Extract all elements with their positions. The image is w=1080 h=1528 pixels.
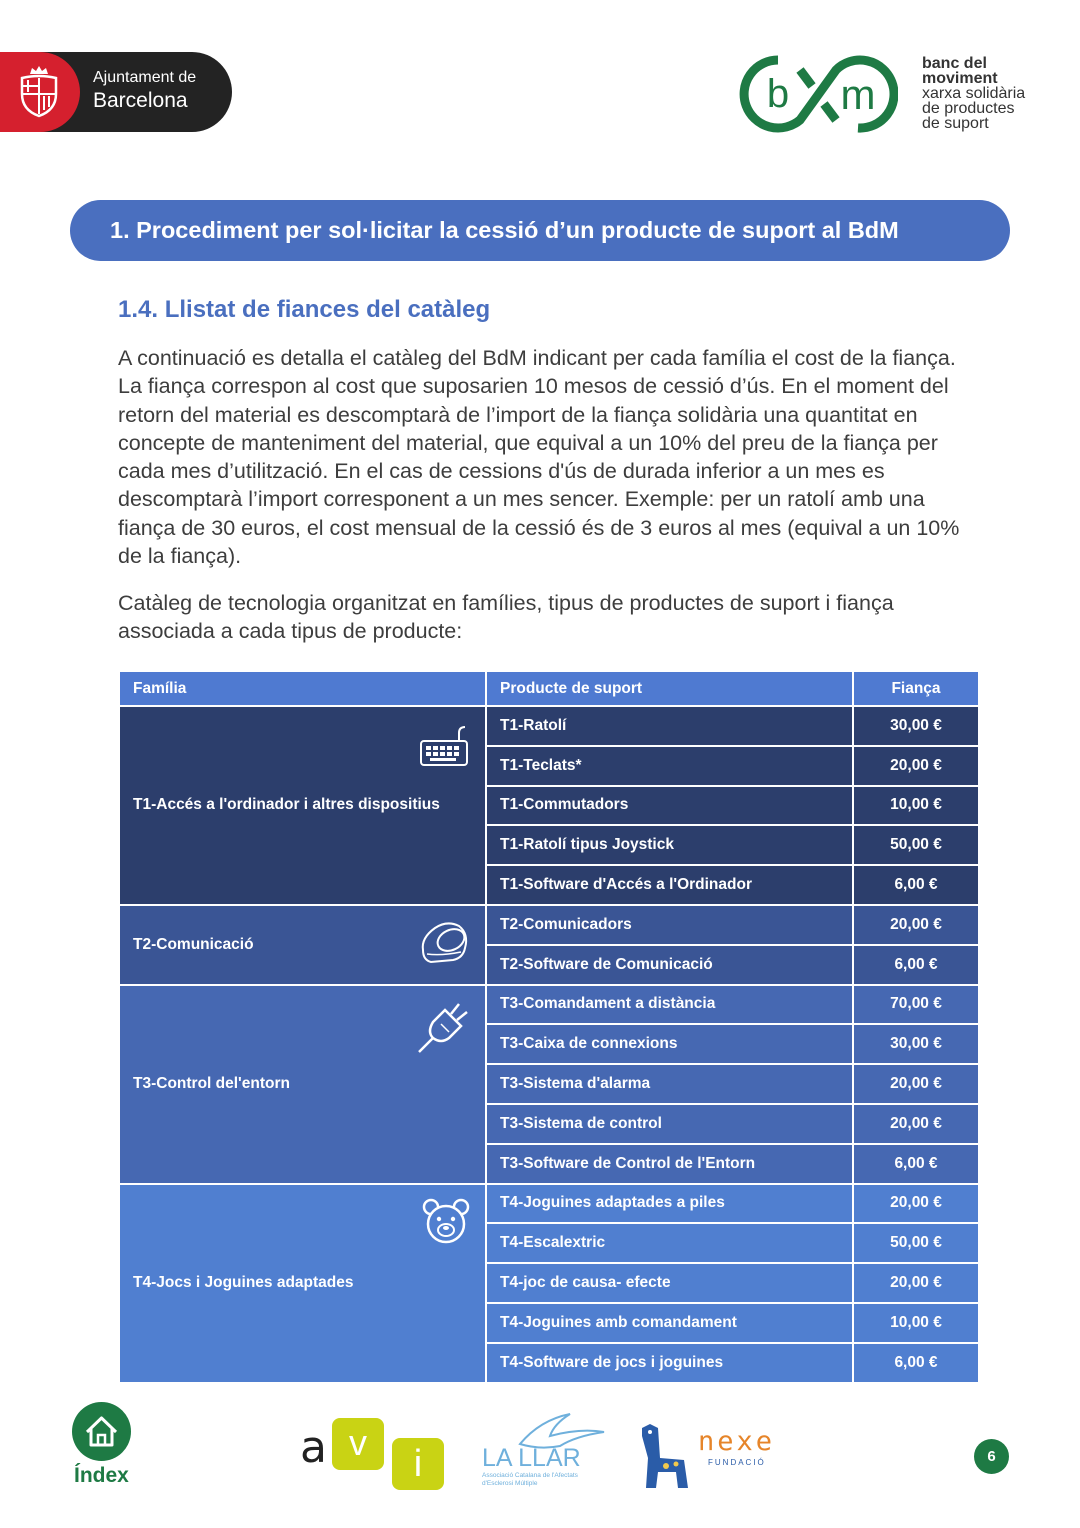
product-cell: T4-Software de jocs i joguines xyxy=(486,1343,853,1383)
catalog-paragraph: Catàleg de tecnologia organitzat en famílies, tipus de productes de suport i fiança associada a cada tipus de producte: xyxy=(118,591,894,644)
product-cell: T3-Software de Control de l'Entorn xyxy=(486,1144,853,1184)
la-llar-title: LA LLAR xyxy=(482,1444,581,1472)
price-cell: 70,00 € xyxy=(853,985,979,1025)
price-cell: 10,00 € xyxy=(853,1303,979,1343)
table-header-row xyxy=(119,671,979,706)
price-cell: 10,00 € xyxy=(853,786,979,826)
price-cell: 20,00 € xyxy=(853,905,979,945)
product-cell: T2-Comunicadors xyxy=(486,905,853,945)
price-cell: 50,00 € xyxy=(853,1223,979,1263)
price-cell: 20,00 € xyxy=(853,1064,979,1104)
family-cell-t1 xyxy=(119,706,486,905)
price-cell: 20,00 € xyxy=(853,746,979,786)
product-cell: T3-Sistema d'alarma xyxy=(486,1064,853,1104)
price-cell: 6,00 € xyxy=(853,1343,979,1383)
teddy-bear-icon xyxy=(421,1197,471,1245)
family-label: T3-Control del'entorn xyxy=(133,1075,290,1093)
family-cell-t3 xyxy=(119,985,486,1184)
product-cell: T4-joc de causa- efecte xyxy=(486,1263,853,1303)
bcn-logo-line1: Ajuntament de xyxy=(93,69,197,86)
bdm-logo-line5: de suport xyxy=(922,115,989,132)
product-cell: T2-Software de Comunicació xyxy=(486,945,853,985)
product-cell: T3-Caixa de connexions xyxy=(486,1024,853,1064)
plug-icon xyxy=(415,1000,471,1056)
price-cell: 20,00 € xyxy=(853,1263,979,1303)
product-cell: T1-Software d'Accés a l'Ordinador xyxy=(486,865,853,905)
bdm-logo-line1: banc del xyxy=(922,55,987,72)
nexe-fundacio-logo xyxy=(628,1418,783,1490)
section-title-banner: 1. Procediment per sol·licitar la cessió d’un producte de suport al BdM xyxy=(70,200,1010,261)
page-number-badge: 6 xyxy=(974,1439,1009,1474)
product-cell: T4-Joguines amb comandament xyxy=(486,1303,853,1343)
price-cell: 6,00 € xyxy=(853,1144,979,1184)
banc-del-moviment-logo xyxy=(738,52,1038,136)
table-row xyxy=(119,706,979,746)
product-cell: T1-Commutadors xyxy=(486,786,853,826)
la-llar-logo xyxy=(480,1410,610,1490)
product-cell: T3-Comandament a distància xyxy=(486,985,853,1025)
price-cell: 20,00 € xyxy=(853,1184,979,1224)
header-family: Família xyxy=(119,671,486,706)
price-cell: 6,00 € xyxy=(853,945,979,985)
table-row xyxy=(119,905,979,945)
table-row xyxy=(119,985,979,1025)
nexe-title: nexe xyxy=(698,1426,776,1457)
subsection-title: 1.4. Llistat de fiances del catàleg xyxy=(118,296,491,323)
bcn-logo-line2: Barcelona xyxy=(93,89,188,112)
price-cell: 50,00 € xyxy=(853,825,979,865)
bdm-logo-line2: moviment xyxy=(922,70,998,87)
product-cell: T3-Sistema de control xyxy=(486,1104,853,1144)
svg-text:m: m xyxy=(840,71,876,118)
index-link[interactable]: Índex xyxy=(74,1464,129,1487)
giraffe-icon xyxy=(628,1418,698,1490)
family-label: T2-Comunicació xyxy=(133,935,254,953)
price-cell: 6,00 € xyxy=(853,865,979,905)
avi-logo-i: i xyxy=(392,1438,444,1490)
product-cell: T1-Ratolí tipus Joystick xyxy=(486,825,853,865)
product-cell: T4-Joguines adaptades a piles xyxy=(486,1184,853,1224)
header-product: Producte de suport xyxy=(486,671,853,706)
communicator-icon xyxy=(417,918,471,968)
intro-paragraph: A continuació es detalla el catàleg del BdM indicant per cada família el cost de la fiança. La fiança correspon al cost que suposarien 10 mesos de cessió d’ús. En el moment del retorn del material es descomptarà de l’import de la fiança solidària una quantitat en concepte de manteniment del material, que equival a un 10% del preu de la fiança per cada mes d’utilització. En el cas de cessions d'ús de durada inferior a un mes es descomptarà l’import corresponent a un mes sencer. Exemple: per un ratolí amb una fiança de 30 euros, el cost mensual de la cessió és de 3 euros al mes (equival a un 10% de la fiança). xyxy=(118,346,960,569)
avi-logo-a: a xyxy=(300,1422,327,1473)
price-cell: 30,00 € xyxy=(853,1024,979,1064)
home-icon xyxy=(72,1402,131,1461)
table-row xyxy=(119,1184,979,1224)
bdm-logo-text xyxy=(922,56,1025,131)
bdm-infinity-logo-icon xyxy=(738,52,898,136)
header-price: Fiança xyxy=(853,671,979,706)
deposit-table xyxy=(118,670,980,1384)
index-home-button[interactable] xyxy=(72,1402,131,1461)
family-label: T4-Jocs i Joguines adaptades xyxy=(133,1274,354,1292)
product-cell: T4-Escalextric xyxy=(486,1223,853,1263)
ajuntament-barcelona-logo xyxy=(0,52,232,132)
keyboard-icon xyxy=(419,723,471,769)
product-cell: T1-Teclats* xyxy=(486,746,853,786)
bdm-logo-line4: de productes xyxy=(922,100,1015,117)
la-llar-subtitle: Associació Catalana de l'Afectats d'Esclerosi Múltiple xyxy=(482,1472,578,1487)
price-cell: 20,00 € xyxy=(853,1104,979,1144)
bdm-logo-line3: xarxa solidària xyxy=(922,85,1026,102)
bcn-logo-text xyxy=(93,68,196,114)
avi-logo-v: v xyxy=(332,1418,384,1470)
price-cell: 30,00 € xyxy=(853,706,979,746)
avi-logo xyxy=(300,1418,445,1490)
family-cell-t4 xyxy=(119,1184,486,1383)
family-cell-t2 xyxy=(119,905,486,985)
svg-text:b: b xyxy=(766,72,790,116)
family-label: T1-Accés a l'ordinador i altres dispositius xyxy=(133,796,440,814)
product-cell: T1-Ratolí xyxy=(486,706,853,746)
nexe-subtitle: FUNDACIÓ xyxy=(708,1458,766,1467)
barcelona-shield-icon xyxy=(16,64,62,120)
